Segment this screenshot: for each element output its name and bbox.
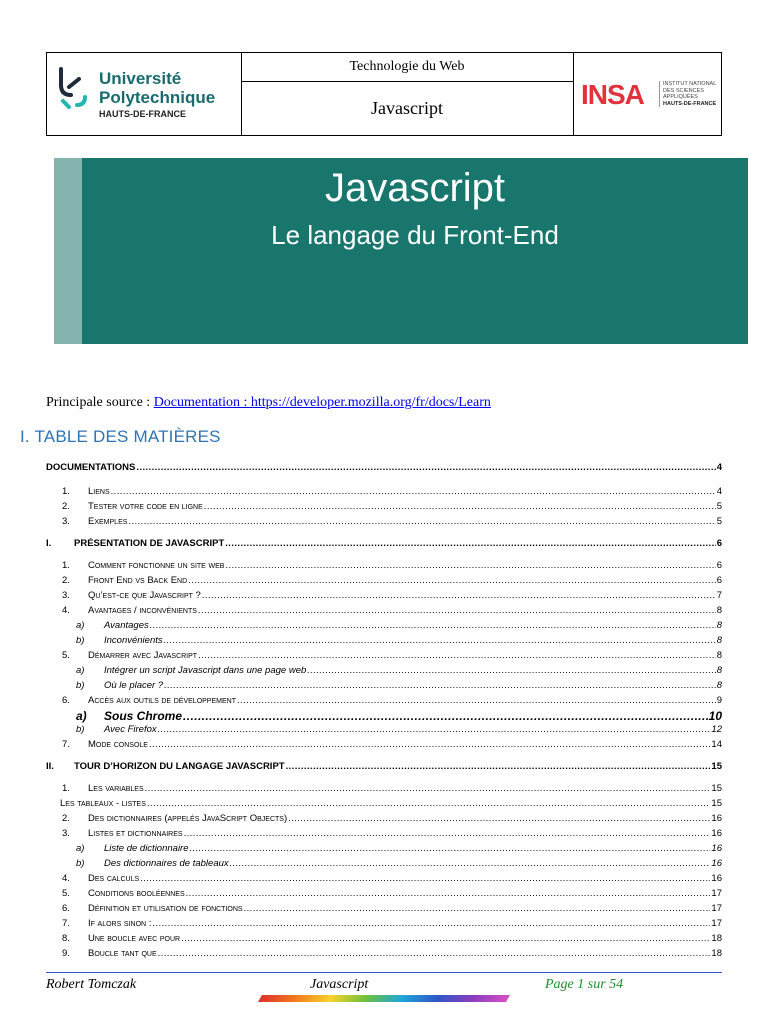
toc-entry[interactable] [76,724,722,735]
toc-entry[interactable] [76,843,722,854]
toc-leader-dots [140,873,710,884]
toc-entry-label: Boucle tant que [88,948,157,959]
toc-entry-label: Les variables [88,783,144,794]
toc-entry-page: 17 [711,888,722,899]
toc-entry-number: 3. [62,590,70,601]
toc-entry-number: 2. [62,575,70,586]
toc-entry[interactable] [62,560,722,571]
toc-leader-dots [186,888,711,899]
toc-entry-label: Liens [88,486,110,497]
toc-leader-dots [183,709,708,723]
toc-entry[interactable] [62,948,722,959]
toc-entry-label: Des dictionnaires de tableaux [104,858,229,869]
toc-entry[interactable] [76,665,722,676]
toc-leader-dots [147,798,711,809]
toc-entry-number: 6. [62,903,70,914]
upf-logo-mark-icon [55,65,95,117]
toc-entry[interactable] [62,486,722,497]
toc-entry-number: I. [46,538,52,549]
toc-entry[interactable] [62,918,722,929]
course-name: Technologie du Web [241,53,573,82]
toc-entry-page: 8 [716,650,722,661]
insa-logo-word: INSA [581,79,644,110]
toc-entry-label: Qu’est-ce que Javascript ? [88,590,201,601]
toc-entry-page: 18 [711,933,722,944]
upf-logo-line2: Polytechnique [99,88,216,107]
toc-entry-page: 8 [716,620,722,631]
toc-entry-page: 16 [711,873,722,884]
toc-entry[interactable] [62,903,722,914]
toc-entry-number: 9. [62,948,70,959]
toc-entry-label: DOCUMENTATIONS [46,462,136,473]
toc-leader-dots [150,620,716,631]
footer-title: Javascript [310,977,369,992]
toc-entry-page: 5 [716,501,722,512]
main-source [46,395,491,411]
toc-entry-number: 4. [62,873,70,884]
toc-leader-dots [225,560,715,571]
toc-entry-label: TOUR D’HORIZON DU LANGAGE JAVASCRIPT [74,761,285,772]
toc-entry-number: a) [76,665,85,676]
toc-entry[interactable] [46,761,722,772]
toc-leader-dots [198,650,716,661]
toc-leader-dots [204,501,716,512]
toc-entry-page: 17 [711,918,722,929]
toc-entry[interactable] [62,739,722,750]
toc-entry-number: II. [46,761,54,772]
toc-entry-label: Tester votre code en ligne [88,501,203,512]
toc-entry-number: 1. [62,486,70,497]
toc-entry-label: Comment fonctionne un site web [88,560,225,571]
footer-rule [46,972,722,973]
toc-entry-page: 15 [711,783,722,794]
toc-entry-label: Exemples [88,516,128,527]
toc-entry-label: Mode console [88,739,148,750]
toc-leader-dots [145,783,711,794]
toc-entry-number: 7. [62,918,70,929]
toc-entry-page: 8 [716,605,722,616]
toc-entry-page: 4 [716,486,722,497]
toc-entry-label: Avantages / inconvénients [88,605,197,616]
toc-entry-label: Définition et utilisation de fonctions [88,903,243,914]
toc-leader-dots [152,918,710,929]
toc-entry-page: 17 [711,903,722,914]
toc-entry-page: 15 [711,761,722,772]
toc-leader-dots [225,538,715,549]
insa-logo-line4: HAUTS-DE-FRANCE [663,100,717,107]
footer-page-number: Page 1 sur 54 [545,977,624,992]
toc-entry[interactable] [62,873,722,884]
toc-entry[interactable] [62,650,722,661]
toc-entry-label: Des calculs [88,873,140,884]
toc-entry[interactable] [76,620,722,631]
insa-logo [573,53,721,135]
toc-entry-number: 5. [62,888,70,899]
toc-leader-dots [288,813,710,824]
toc-entry-number: 4. [62,605,70,616]
toc-entry[interactable] [76,635,722,646]
toc-entry-page: 16 [711,828,722,839]
toc-entry-number: 8. [62,933,70,944]
toc-entry-label: Listes et dictionnaires [88,828,183,839]
toc-entry-page: 8 [716,635,722,646]
toc-leader-dots [181,933,710,944]
toc-entry[interactable] [62,828,722,839]
toc-entry-page: 7 [716,590,722,601]
toc-entry[interactable] [62,695,722,706]
toc-entry[interactable] [62,888,722,899]
toc-entry-label: Liste de dictionnaire [104,843,189,854]
toc-entry[interactable] [46,538,722,549]
toc-entry[interactable] [76,858,722,869]
toc-entry-page: 4 [716,462,722,473]
toc-entry-page: 6 [716,575,722,586]
toc-entry-label: Inconvénients [104,635,163,646]
toc-entry-number: a) [76,620,85,631]
toc-entry[interactable] [62,590,722,601]
toc-entry-number: 5. [62,650,70,661]
toc-entry-number: 6. [62,695,70,706]
toc-entry-label: Conditions booléennes [88,888,185,899]
toc-entry-label: Une boucle avec pour [88,933,181,944]
toc-entry-number: b) [76,635,85,646]
toc-entry[interactable] [62,575,722,586]
toc-leader-dots [244,903,711,914]
toc-leader-dots [230,858,711,869]
insa-logo-line3: APPLIQUÉES [663,94,698,100]
toc-entry[interactable] [62,605,722,616]
toc-leader-dots [188,575,716,586]
toc-entry-page: 16 [711,843,722,854]
header-center-cell [241,53,574,135]
footer-author: Robert Tomczak [46,977,137,992]
upf-logo-line1: Université [99,69,182,88]
toc-entry-number: 1. [62,560,70,571]
upf-logo [47,53,242,135]
toc-leader-dots [164,635,716,646]
toc-entry-label: Démarrer avec Javascript [88,650,198,661]
toc-entry-label: Les tableaux - listes [60,798,146,809]
toc-leader-dots [286,761,711,772]
toc-entry-number: 2. [62,501,70,512]
toc-entry-page: 9 [716,695,722,706]
toc-entry-number: b) [76,724,85,735]
banner-side-strip [54,158,82,344]
toc-entry[interactable] [60,798,722,809]
document-header-table [46,52,722,136]
toc-entry-label: Sous Chrome [104,709,183,723]
toc-entry-label: Des dictionnaires (appelés JavaScript Objects) [88,813,288,824]
toc-leader-dots [202,590,716,601]
toc-entry-page: 14 [711,739,722,750]
toc-entry-label: Avec Firefox [104,724,157,735]
toc-entry-page: 5 [716,516,722,527]
toc-leader-dots [237,695,716,706]
toc-entry-page: 10 [708,709,722,723]
toc-entry-label: Avantages [104,620,149,631]
toc-entry[interactable] [46,462,722,473]
toc-leader-dots [111,486,716,497]
toc-entry-label: Front End vs Back End [88,575,188,586]
toc-entry[interactable] [62,516,722,527]
subject-name: Javascript [371,98,443,118]
toc-leader-dots [128,516,715,527]
toc-entry[interactable] [76,709,722,723]
toc-entry-label: Accès aux outils de développement [88,695,236,706]
toc-leader-dots [190,843,711,854]
toc-entry-page: 8 [716,680,722,691]
source-link[interactable]: Documentation : https://developer.mozilla.org/fr/docs/Learn [153,395,491,410]
toc-leader-dots [158,948,711,959]
toc-leader-dots [164,680,716,691]
toc-entry-page: 6 [716,560,722,571]
toc-entry-number: a) [76,843,85,854]
toc-entry[interactable] [76,680,722,691]
toc-leader-dots [136,462,715,473]
toc-leader-dots [307,665,715,676]
toc-entry-number: b) [76,858,85,869]
toc-leader-dots [158,724,711,735]
toc-entry-page: 18 [711,948,722,959]
toc-entry-page: 8 [716,665,722,676]
toc-entry[interactable] [62,933,722,944]
toc-entry-label: Intégrer un script Javascript dans une page web [104,665,307,676]
toc-entry-number: 3. [62,828,70,839]
toc-entry-page: 16 [711,858,722,869]
source-label: Principale source : [46,395,154,410]
toc-entry-number: 1. [62,783,70,794]
upf-logo-line3: HAUTS-DE-FRANCE [99,109,186,119]
toc-entry-number: a) [76,709,87,723]
toc-heading: I. TABLE DES MATIÈRES [20,427,221,446]
toc-leader-dots [149,739,710,750]
insa-logo-line1: INSTITUT NATIONAL [663,81,717,87]
toc-leader-dots [198,605,716,616]
toc-entry[interactable] [62,813,722,824]
insa-logo-subtitle [659,81,716,107]
document-title: Javascript [324,166,506,210]
toc-leader-dots [184,828,711,839]
toc-entry-label: If alors sinon : [88,918,152,929]
toc-entry-page: 15 [711,798,722,809]
title-banner [54,158,748,344]
toc-entry-page: 12 [711,724,722,735]
insa-logo-line2: DES SCIENCES [663,87,704,94]
toc-entry-number: b) [76,680,85,691]
toc-entry-number: 7. [62,739,70,750]
toc-entry[interactable] [62,783,722,794]
toc-entry-page: 16 [711,813,722,824]
toc-entry-number: 3. [62,516,70,527]
footer-rainbow-bar [258,995,510,1002]
document-subtitle: Le langage du Front-End [271,220,559,250]
toc-entry-number: 2. [62,813,70,824]
toc-entry-label: Où le placer ? [104,680,164,691]
toc-entry-label: PRÉSENTATION DE JAVASCRIPT [74,538,225,549]
toc-entry[interactable] [62,501,722,512]
toc-entry-page: 6 [716,538,722,549]
